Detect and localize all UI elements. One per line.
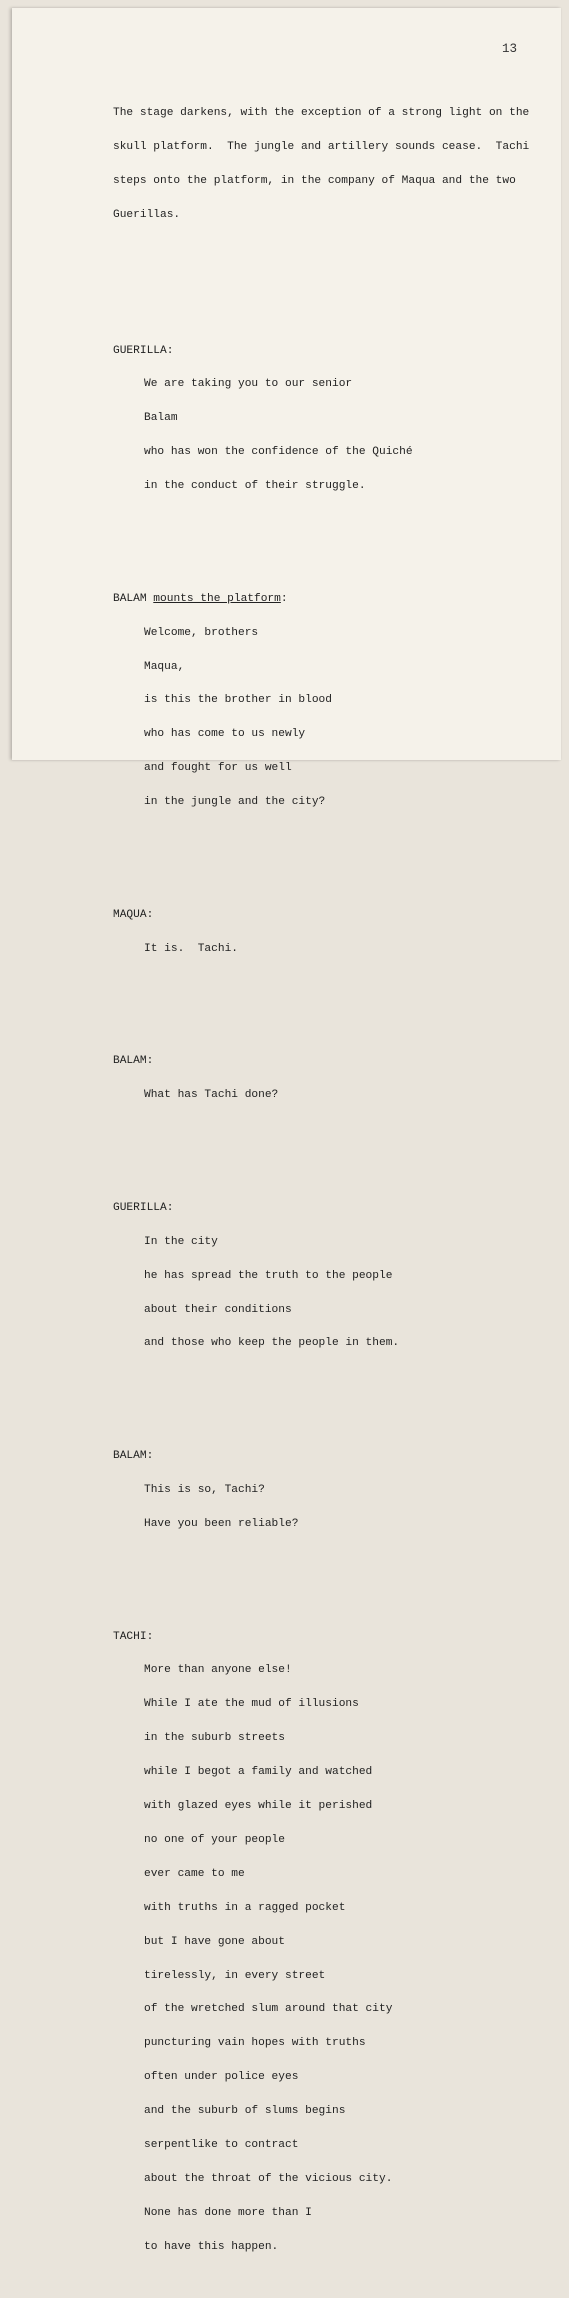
dialogue-line: ever came to me — [144, 1867, 245, 1880]
dialogue-line: and those who keep the people in them. — [144, 1337, 400, 1350]
dialogue-line: about the throat of the vicious city. — [144, 2172, 393, 2185]
speaker-name: BALAM — [113, 592, 154, 605]
speaker-name: BALAM: — [113, 1450, 154, 1463]
dialogue-line: Welcome, brothers — [144, 626, 259, 639]
speaker-name: TACHI: — [113, 1630, 154, 1643]
dialogue-line: None has done more than I — [144, 2206, 312, 2219]
dialogue-line: often under police eyes — [144, 2071, 299, 2084]
speaker-heading — [113, 594, 543, 605]
script-body — [113, 63, 543, 2298]
dialogue-line: This is so, Tachi? — [144, 1484, 265, 1497]
dialogue-block — [113, 887, 543, 977]
stage-line: Guerillas. — [113, 208, 181, 221]
stage-line: skull platform. The jungle and artillery sounds cease. Tachi — [113, 141, 530, 154]
dialogue-block — [113, 571, 543, 831]
dialogue-line: to have this happen. — [144, 2240, 279, 2253]
dialogue-line: in the suburb streets — [144, 1732, 285, 1745]
dialogue-line: with truths in a ragged pocket — [144, 1901, 346, 1914]
dialogue-line: puncturing vain hopes with truths — [144, 2037, 366, 2050]
dialogue-line: What has Tachi done? — [144, 1089, 279, 1102]
dialogue-line: no one of your people — [144, 1833, 285, 1846]
manuscript-page — [12, 8, 561, 2253]
dialogue-line: he has spread the truth to the people — [144, 1269, 393, 1282]
dialogue-line: Have you been reliable? — [144, 1517, 299, 1530]
speaker-name: MAQUA: — [113, 908, 154, 921]
dialogue-line: about their conditions — [144, 1303, 292, 1316]
dialogue-line: While I ate the mud of illusions — [144, 1698, 359, 1711]
dialogue-line: It is. Tachi. — [144, 942, 238, 955]
dialogue-line: in the conduct of their struggle. — [144, 480, 366, 493]
stage-direction — [113, 86, 543, 244]
dialogue-line: while I begot a family and watched — [144, 1766, 373, 1779]
dialogue-line: who has come to us newly — [144, 728, 306, 741]
stage-line: steps onto the platform, in the company of Maqua and the two — [113, 174, 516, 187]
dialogue-block — [113, 1609, 543, 2276]
speaker-name: BALAM: — [113, 1055, 154, 1068]
dialogue-line: but I have gone about — [144, 1935, 285, 1948]
dialogue-line: We are taking you to our senior — [144, 378, 353, 391]
dialogue-line: who has won the confidence of the Quiché — [144, 446, 413, 459]
dialogue-line: serpentlike to contract — [144, 2138, 299, 2151]
dialogue-line: with glazed eyes while it perished — [144, 1800, 373, 1813]
dialogue-block — [113, 1034, 543, 1124]
speaker-name: GUERILLA: — [113, 1201, 174, 1214]
speaker-name: GUERILLA: — [113, 344, 174, 357]
speaker-suffix: : — [280, 592, 288, 605]
dialogue-line: Balam — [144, 412, 178, 425]
dialogue-line: Maqua, — [144, 660, 185, 673]
dialogue-line: tirelessly, in every street — [144, 1969, 326, 1982]
dialogue-line: More than anyone else! — [144, 1664, 292, 1677]
stage-line: The stage darkens, with the exception of a strong light on the — [113, 107, 530, 120]
dialogue-line: in the jungle and the city? — [144, 796, 326, 809]
dialogue-block — [113, 1180, 543, 1372]
dialogue-line: of the wretched slum around that city — [144, 2003, 393, 2016]
dialogue-line: and fought for us well — [144, 762, 292, 775]
dialogue-line: is this the brother in blood — [144, 694, 332, 707]
dialogue-line: In the city — [144, 1235, 218, 1248]
speaker-direction: mounts the platform — [153, 592, 281, 605]
dialogue-block — [113, 323, 543, 515]
dialogue-line: and the suburb of slums begins — [144, 2105, 346, 2118]
dialogue-block — [113, 1429, 543, 1553]
page-number: 13 — [502, 42, 518, 56]
